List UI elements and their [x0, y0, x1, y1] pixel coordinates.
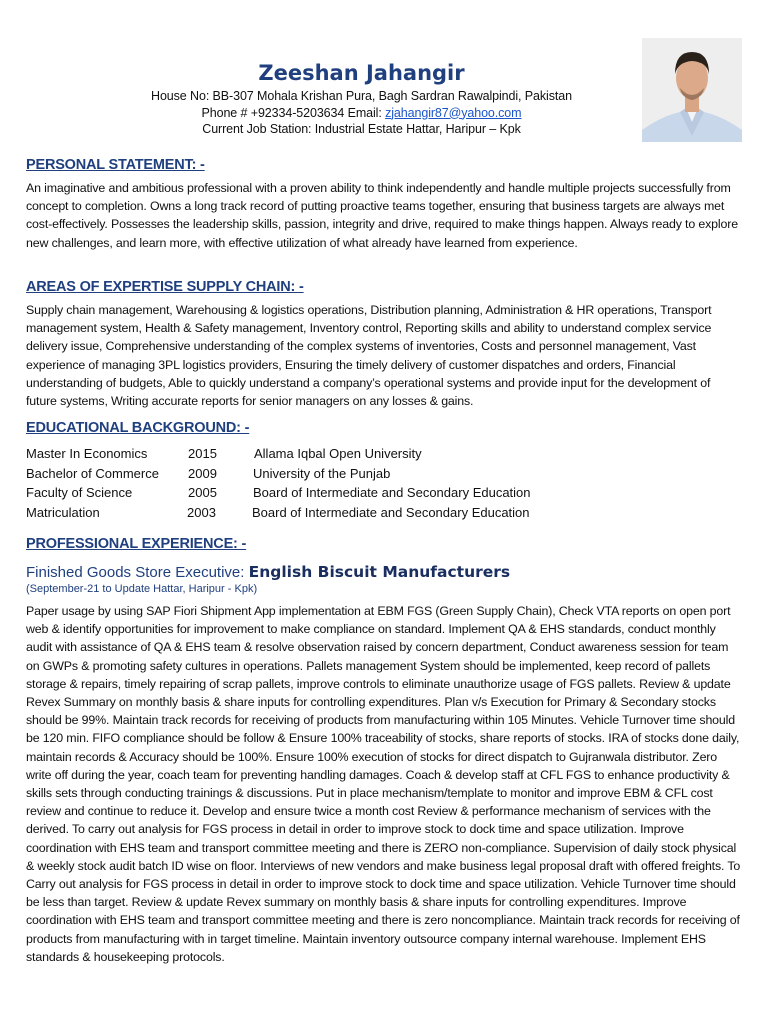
degree-institute: University of the Punjab — [253, 465, 391, 481]
job-station-line: Current Job Station: Industrial Estate Hattar, Haripur – Kpk — [202, 122, 521, 136]
education-row — [26, 503, 742, 523]
education-row — [26, 483, 742, 503]
job-period: (September-21 to Update Hattar, Haripur - Kpk) — [26, 583, 258, 595]
experience-section — [26, 536, 742, 966]
email-link[interactable]: zjahangir87@yahoo.com — [385, 105, 522, 120]
education-table — [26, 444, 742, 522]
degree-name: Master In Economics — [26, 446, 148, 461]
education-heading: EDUCATIONAL BACKGROUND: - — [26, 420, 250, 436]
expertise-text: Supply chain management, Warehousing & logistics operations, Distribution planning, Administration & HR operations, Transport management system, Health & Safety management, Inventory control, Reporting skills and ability to understand complex service delivery issue, Comprehensive understanding of the complex systems of inventories, Costs and personnel management, Vast experience of managing 3PL logistics providers, Ensuring the timely delivery of customer dispatches and orders, Financial understanding of budgets, Able to quickly understand a company’s operational systems and provide input for the development of future systems, Writing accurate reports for senior managers on any losses & gains. — [26, 303, 712, 409]
education-section — [26, 420, 742, 522]
address-line: House No: BB-307 Mohala Krishan Pura, Bagh Sardran Rawalpindi, Pakistan — [151, 89, 572, 103]
degree-institute: Board of Intermediate and Secondary Education — [253, 485, 531, 500]
degree-name: Bachelor of Commerce — [26, 465, 159, 481]
degree-year: 2009 — [188, 465, 217, 481]
personal-statement-heading: PERSONAL STATEMENT: - — [26, 157, 205, 173]
degree-year: 2005 — [188, 485, 217, 500]
degree-year: 2015 — [188, 446, 217, 461]
degree-name: Matriculation — [26, 504, 100, 520]
degree-institute: Allama Iqbal Open University — [254, 446, 422, 461]
candidate-name: Zeeshan Jahangir — [258, 61, 465, 85]
experience-text: Paper usage by using SAP Fiori Shipment App implementation at EBM FGS (Green Supply Chain), Check VTA reports on open port web & identify opportunities for improvement to make compliance on standard. Implement QA & EHS standards, conduct monthly audit with assistance of QA & EHS team & resolve observation raised by concern department, Conduct awareness session for team on GWPs & promoting safety cultures in operations. Pallets management System should be implemented, keep record of pallets storage & repairs, timely repairing of scrap pallets, improve controls to eliminate unauthorize usage of FGS pallets. Review & update Revex Summary on monthly basis & share inputs for controlling expenditures. Plan v/s Execution for Primary & Secondary stocks should be 99%. Maintain track records for receiving of products from manufacturing within 105 Minutes. Vehicle Turnover time should be 120 min. FIFO compliance should be follow & Ensure 100% traceability of stocks, share reports of stocks. IRA of stocks done daily, maintain records & Accuracy should be 100%. Ensure 100% execution of stocks for direct dispatch to Gujranwala distributor. Zero write off during the year, coach team for preventing handling damages. Coach & develop staff at CFL FGS to enhance productivity & skills sets through conducting trainings & discussions. Put in place mechanism/template to monitor and improve EBM & CFL cost review and continue to reduce it. Develop and ensure twice a month cost Review & performance mechanism of services with the derived. To carry out analysis for FGS process in detail in order to improve stock to dock time and space utilization. Improve coordination with EHS team and transport committee meeting and there is ZERO non-compliance. Supervision of daily stock physical & weekly stock audit batch ID wise on floor. Interviews of new vendors and make business legal proposal draft with offered freights. To Carry out analysis for FGS process in detail in order to improve stock to dock time and space utilization. Vehicle Turnover time should be less than target. Review & update Revex summary on monthly basis & share inputs for controlling expenditures. Improve coordination with EHS team and transport committee meeting and there is zero noncompliance. Maintain track records for receiving of products from manufacturing with in target timeline. Maintain inventory outsource company internal warehouse. Implement EHS standards & housekeeping protocols. — [26, 604, 741, 964]
expertise-section — [26, 279, 742, 410]
job-title-line — [26, 563, 742, 581]
expertise-heading: AREAS OF EXPERTISE SUPPLY CHAIN: - — [26, 279, 304, 295]
experience-heading: PROFESSIONAL EXPERIENCE: - — [26, 536, 247, 552]
degree-name: Faculty of Science — [26, 485, 133, 500]
portrait-image — [642, 38, 742, 142]
degree-year: 2003 — [187, 504, 216, 520]
job-role: Finished Goods Store Executive: — [26, 564, 245, 581]
profile-photo — [642, 38, 742, 142]
company-name: English Biscuit Manufacturers — [248, 563, 511, 581]
education-row — [26, 464, 742, 484]
education-row — [26, 444, 742, 464]
personal-statement-section — [26, 157, 742, 252]
personal-statement-text: An imaginative and ambitious professional with a proven ability to think independently and handle multiple projects successfully from concept to completion. Owns a long track record of putting proactive teams together, ensuring that business targets are always met cost-effectively. Possesses the leadership skills, passion, integrity and drive, required to make things happen. Always ready to explore new challenges, and learn more, with effective utilization of what already have learned from experience. — [26, 181, 738, 250]
phone-text: Phone # +92334-5203634 Email: — [201, 105, 386, 120]
degree-institute: Board of Intermediate and Secondary Education — [252, 504, 530, 520]
